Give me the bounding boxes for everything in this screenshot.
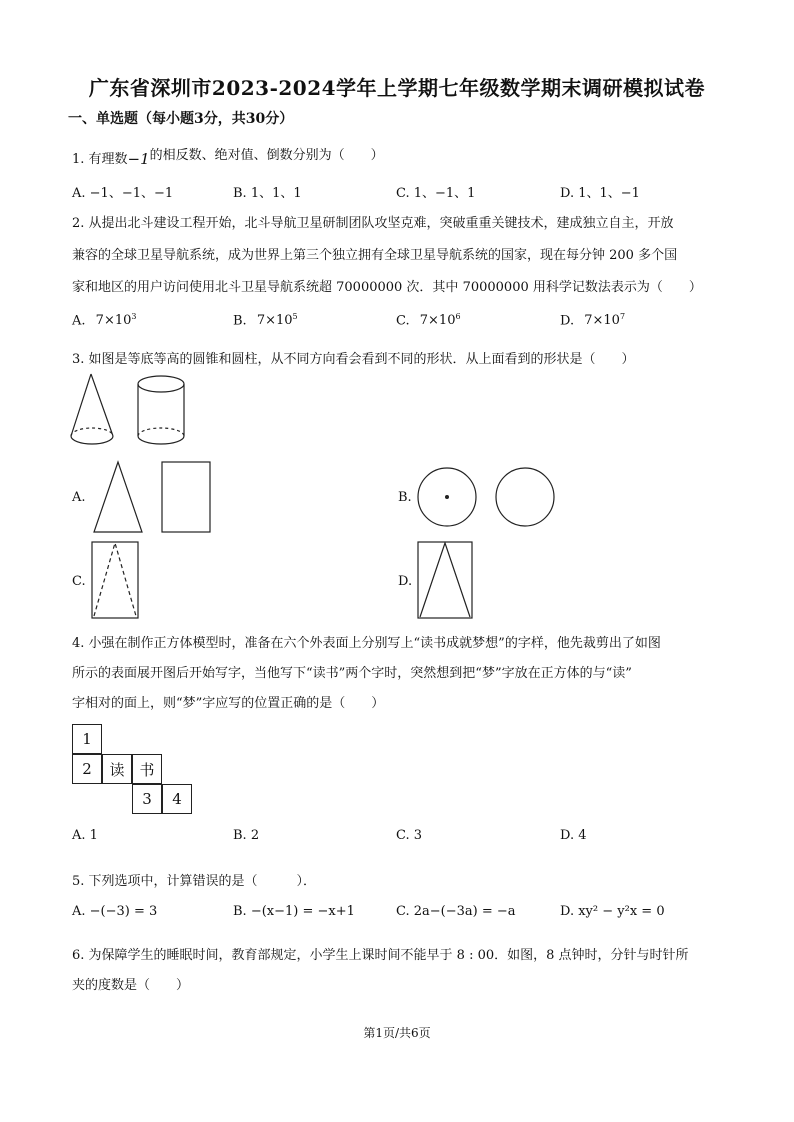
q4-option-d: D. 4 (560, 828, 587, 843)
cone-right-edge (91, 374, 113, 436)
net-cell-2: 2 (72, 754, 102, 784)
q1-option-a: A. −1、−1、−1 (72, 186, 174, 201)
cube-net (72, 722, 202, 818)
circle-plain (496, 468, 554, 526)
q5-option-b: B. −(x−1) = −x+1 (233, 904, 355, 919)
q1-option-c: C. 1、−1、1 (396, 186, 476, 201)
page-footer: 第1页/共6页 (363, 1026, 431, 1040)
q6-line-2: 夹的度数是（ ） (72, 978, 190, 993)
net-cell-4: 4 (162, 784, 192, 814)
q2-line-2: 兼容的全球卫星导航系统，成为世界上第三个独立拥有全球卫星导航系统的国家，现在每分钟 200 多个国 (72, 248, 678, 263)
q2-option-b-exp: 5 (292, 312, 298, 321)
q2-option-a-base: 7×10 (95, 313, 132, 329)
solid-triangle (420, 543, 470, 617)
q2-option-c-label: C. (396, 313, 410, 329)
rectangle-outline (92, 542, 138, 618)
q2-option-d-label: D. (560, 313, 575, 329)
q4-option-a: A. 1 (72, 828, 98, 843)
triangle-shape (94, 462, 142, 532)
rectangle-outline (418, 542, 472, 618)
q2-option-c-base: 7×10 (419, 313, 456, 329)
q5-stem: 5. 下列选项中，计算错误的是（ ）． (72, 874, 317, 889)
q2-option-d-base: 7×10 (584, 313, 620, 329)
q2-option-a-label: A. (72, 313, 86, 329)
q6-line-1: 6. 为保障学生的睡眠时间，教育部规定，小学生上课时间不能早于 8 : 00．如图，8 点钟时，分针与时针所 (72, 948, 689, 963)
q2-option-d (560, 312, 625, 328)
q2-line-1: 2. 从提出北斗建设工程开始，北斗导航卫星研制团队攻坚克难，突破重重关键技术，建成独立自主，开放 (72, 216, 674, 231)
q5-option-a: A. −(−3) = 3 (72, 904, 158, 919)
q3-option-d-label: D. (398, 574, 413, 589)
q3-option-b-figure (414, 464, 560, 530)
q1-option-d: D. 1、1、−1 (560, 186, 640, 201)
q4-option-b: B. 2 (233, 828, 260, 843)
q2-option-c-exp: 6 (455, 312, 461, 321)
q4-line-1: 4. 小强在制作正方体模型时，准备在六个外表面上分别写上“读书成就梦想”的字样，他先裁剪出了如图 (72, 636, 661, 651)
q2-option-b-label: B. (233, 313, 247, 329)
q2-option-c (396, 312, 461, 328)
q2-option-a-exp: 3 (131, 312, 137, 321)
section-heading: 一、单选题（每小题3分，共30分） (68, 111, 294, 127)
net-cell-du: 读 (102, 754, 132, 784)
q1-stem-part-a: 1. 有理数 (72, 152, 128, 167)
cylinder-base-back (138, 428, 184, 436)
q4-line-3: 字相对的面上，则“梦”字应写的位置正确的是（ ） (72, 696, 385, 711)
net-cell-3: 3 (132, 784, 162, 814)
q3-option-c-figure (88, 540, 144, 620)
q3-option-c-label: C. (72, 574, 86, 589)
question-1-stem (72, 148, 384, 167)
net-cell-1: 1 (72, 724, 102, 754)
q2-option-a (72, 312, 136, 328)
cone-cylinder-figure (66, 370, 206, 456)
q2-option-b (233, 312, 298, 328)
center-dot (445, 495, 449, 499)
dashed-triangle (94, 543, 136, 616)
cone-base-back (71, 428, 113, 436)
page-title: 广东省深圳市2023-2024学年上学期七年级数学期末调研模拟试卷 (88, 76, 706, 100)
q2-line-3: 家和地区的用户访问使用北斗卫星导航系统超 70000000 次．其中 70000000 用科学记数法表示为（ ） (72, 280, 702, 295)
q2-option-d-exp: 7 (619, 312, 626, 321)
q3-option-d-figure (414, 540, 476, 620)
q1-stem-math: −1 (127, 150, 150, 168)
q3-option-a-label: A. (72, 490, 86, 505)
q2-option-b-base: 7×10 (256, 313, 293, 329)
q4-option-c: C. 3 (396, 828, 423, 843)
net-cell-shu: 书 (132, 754, 162, 784)
cylinder-top (138, 376, 184, 392)
q3-option-a-figure (88, 458, 218, 538)
q3-stem: 3. 如图是等底等高的圆锥和圆柱，从不同方向看会看到不同的形状．从上面看到的形状是（ ） (72, 352, 635, 367)
q1-option-b: B. 1、1、1 (233, 186, 302, 201)
q3-option-b-label: B. (398, 490, 412, 505)
cone-left-edge (71, 374, 91, 436)
rectangle-shape (162, 462, 210, 532)
cone-base-front (71, 436, 113, 444)
q1-stem-part-b: 的相反数、绝对值、倒数分别为（ ） (149, 148, 384, 163)
cylinder-base-front (138, 436, 184, 444)
q5-option-d: D. xy² − y²x = 0 (560, 904, 665, 919)
q5-option-c: C. 2a−(−3a) = −a (396, 904, 516, 919)
q4-line-2: 所示的表面展开图后开始写字，当他写下“读书”两个字时，突然想到把“梦”字放在正方体的与“读” (72, 666, 632, 681)
